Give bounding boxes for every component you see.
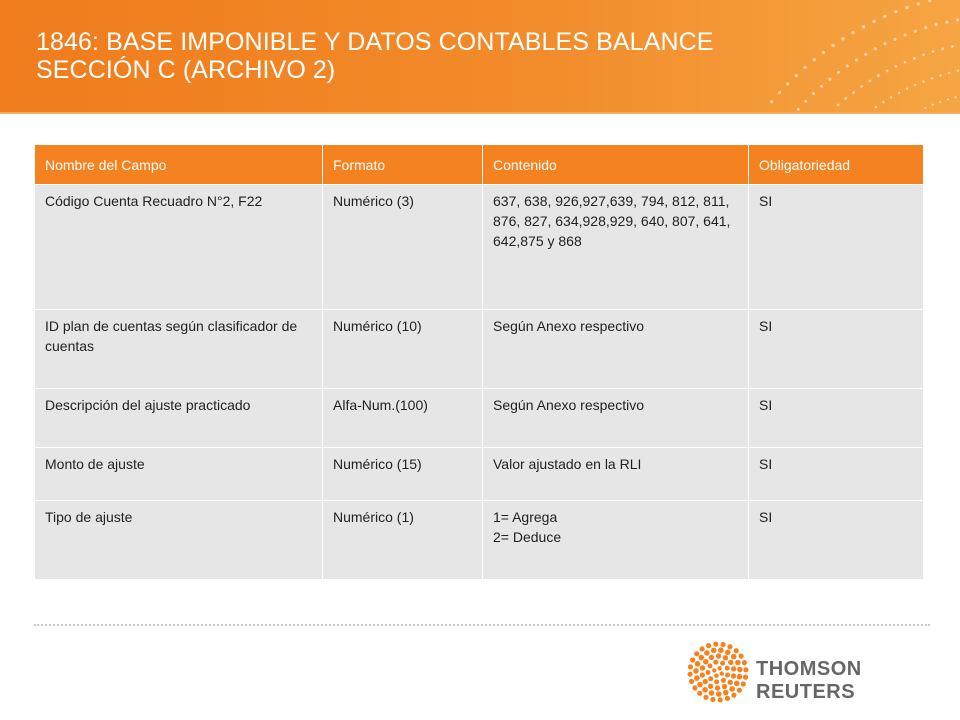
logo-dot — [703, 679, 708, 684]
logo-dot — [697, 691, 702, 696]
logo-dot — [697, 682, 703, 688]
decorative-dot — [917, 2, 920, 5]
logo-dot — [721, 642, 726, 647]
slide-title-line-2: SECCIÓN C (ARCHIVO 2) — [36, 56, 336, 84]
thomson-reuters-logo — [686, 640, 946, 704]
logo-dot — [693, 668, 699, 674]
logo-dot — [731, 654, 737, 660]
logo-dot — [706, 670, 711, 675]
table-row — [35, 448, 924, 501]
cell-field-name: Descripción del ajuste practicado — [35, 389, 323, 448]
column-header-required: Obligatoriedad — [749, 145, 924, 185]
logo-dot — [723, 690, 729, 696]
decorative-dot — [935, 23, 938, 26]
logo-dot — [695, 661, 701, 667]
logo-dot — [716, 691, 722, 697]
decorative-dot — [860, 85, 863, 88]
cell-content-line: 637, 638, 926,927,639, 794, 812, 811, 876, 827, 634,928,929, 640, 807, 641, 642,875 y 868 — [493, 193, 731, 249]
decorative-dot — [852, 91, 855, 94]
cell-format: Alfa-Num.(100) — [323, 389, 483, 448]
decorative-dot — [797, 108, 800, 111]
decorative-dot — [886, 70, 889, 73]
cell-content — [483, 448, 749, 501]
logo-dot — [723, 655, 728, 660]
decorative-dot — [828, 78, 831, 81]
logo-dot — [737, 688, 742, 693]
logo-dot — [729, 686, 735, 692]
decorative-dot — [864, 53, 867, 56]
logo-dot — [728, 680, 733, 685]
decorative-dot — [913, 57, 916, 60]
title-banner — [0, 0, 960, 112]
decorative-dot — [874, 47, 877, 50]
cell-required: SI — [749, 448, 924, 501]
logo-dot — [708, 684, 713, 689]
field-spec-table — [34, 144, 924, 580]
decorative-dot — [820, 85, 823, 88]
decorative-dot — [893, 38, 896, 41]
logo-dot — [718, 647, 724, 653]
cell-content-line: Valor ajustado en la RLI — [493, 456, 642, 472]
decorative-dot — [941, 48, 944, 51]
cell-format: Numérico (1) — [323, 501, 483, 580]
table-row — [35, 389, 924, 448]
logo-dot — [692, 685, 697, 690]
logo-dot — [694, 651, 699, 656]
decorative-dot — [939, 101, 941, 103]
footer-dotted-divider — [34, 624, 930, 626]
decorative-dot — [945, 21, 948, 24]
decorative-dot — [837, 71, 840, 74]
decorative-dot — [898, 92, 901, 95]
decorative-dot — [804, 100, 807, 103]
cell-format: Numérico (15) — [323, 448, 483, 501]
decorative-dot — [877, 74, 880, 77]
decorative-dot — [778, 91, 781, 94]
logo-dot — [727, 644, 732, 649]
decorative-dot — [875, 106, 878, 109]
decorative-dot — [844, 97, 847, 100]
decorative-dot — [883, 15, 886, 18]
logo-dot — [716, 653, 721, 658]
logo-dot — [704, 650, 710, 656]
logo-dot — [706, 643, 711, 648]
logo-dot — [702, 687, 708, 693]
decorative-dot — [822, 51, 825, 54]
cell-field-name: ID plan de cuentas según clasificador de cuentas — [35, 310, 323, 389]
logo-dot — [714, 679, 719, 684]
cell-content-line: 1= Agrega — [493, 509, 558, 525]
logo-dot — [710, 697, 715, 702]
cell-content — [483, 310, 749, 389]
cell-required: SI — [749, 310, 924, 389]
cell-field-name: Código Cuenta Recuadro N°2, F22 — [35, 185, 323, 310]
cell-required: SI — [749, 389, 924, 448]
decorative-dot — [906, 88, 909, 91]
logo-dot — [743, 675, 748, 680]
decorative-dot — [831, 44, 834, 47]
decorative-dot — [922, 80, 925, 83]
logo-dot — [721, 678, 726, 683]
logo-dot — [717, 666, 721, 670]
logo-dot — [725, 650, 731, 656]
logo-dot — [715, 685, 720, 690]
cell-format: Numérico (10) — [323, 310, 483, 389]
decorative-dot — [928, 0, 931, 2]
logo-dot — [739, 654, 744, 659]
logo-dot — [713, 642, 718, 647]
logo-dot — [700, 665, 705, 670]
logo-dot — [735, 660, 741, 666]
decorative-dot — [939, 74, 942, 77]
logo-dot — [703, 659, 708, 664]
decorative-dot — [904, 33, 907, 36]
logo-dot — [713, 660, 718, 665]
decorative-dot — [895, 65, 898, 68]
logo-dot — [700, 646, 705, 651]
logo-wordmark: THOMSON REUTERS — [756, 658, 862, 703]
decorative-dot — [914, 84, 917, 87]
logo-dot — [737, 674, 743, 680]
cell-required: SI — [749, 185, 924, 310]
decorative-dot — [922, 53, 925, 56]
cell-field-name: Tipo de ajuste — [35, 501, 323, 580]
logo-dot — [734, 648, 739, 653]
cell-content-line: Según Anexo respectivo — [493, 397, 644, 413]
logo-dot — [725, 666, 730, 671]
logo-dot — [690, 657, 695, 662]
decorative-dot — [956, 18, 959, 21]
table-header-row — [35, 145, 924, 185]
logo-dot — [734, 681, 740, 687]
cell-content — [483, 389, 749, 448]
cell-field-name: Monto de ajuste — [35, 448, 323, 501]
logo-dot — [728, 660, 733, 665]
logo-dot — [711, 648, 717, 654]
logo-dot — [731, 673, 736, 678]
decorative-dot — [812, 92, 815, 95]
logo-dot — [708, 676, 713, 681]
decorative-dot — [846, 64, 849, 67]
logo-dot — [720, 661, 725, 666]
logo-dot — [709, 690, 715, 696]
logo-dot — [725, 673, 730, 678]
logo-dot — [743, 667, 748, 672]
decorative-dot — [955, 96, 957, 98]
logo-dot — [731, 666, 736, 671]
decorative-dot — [851, 31, 854, 34]
decorative-dot — [932, 104, 934, 106]
column-header-field-name: Nombre del Campo — [35, 145, 323, 185]
cell-content-line: Según Anexo respectivo — [493, 318, 644, 334]
cell-content — [483, 185, 749, 310]
decorative-dot — [882, 101, 885, 104]
logo-dot — [689, 679, 694, 684]
decorative-dot — [869, 80, 872, 83]
decorative-dot — [924, 107, 926, 109]
decorative-dot — [837, 104, 840, 107]
slide-title-line-1: 1846: BASE IMPONIBLE Y DATOS CONTABLES BALANCE — [36, 28, 714, 56]
logo-dot — [725, 696, 730, 701]
column-header-format: Formato — [323, 145, 483, 185]
decorative-dot — [924, 26, 927, 29]
decorative-dot — [894, 10, 897, 13]
logo-dot — [694, 675, 700, 681]
logo-dot — [700, 672, 705, 677]
decorative-dot — [914, 30, 917, 33]
logo-dot — [699, 655, 705, 661]
decorative-dot — [841, 37, 844, 40]
decorative-dot — [957, 70, 960, 73]
decorative-dot — [862, 25, 865, 28]
decorative-dot — [890, 96, 893, 99]
decorative-dot — [872, 20, 875, 23]
cell-content — [483, 501, 749, 580]
decorative-dot — [947, 98, 949, 100]
logo-dot — [737, 667, 743, 673]
table-row — [35, 310, 924, 389]
logo-dot — [722, 684, 727, 689]
table-row — [35, 501, 924, 580]
logo-dot — [712, 668, 716, 672]
cell-format: Numérico (3) — [323, 185, 483, 310]
decorative-dot — [905, 6, 908, 9]
logo-dot — [688, 664, 693, 669]
thomson-reuters-dot-sphere-icon — [686, 640, 750, 704]
cell-required: SI — [749, 501, 924, 580]
decorative-dot — [770, 100, 773, 103]
decorative-dot — [884, 42, 887, 45]
logo-dot — [703, 695, 708, 700]
decorative-dot — [931, 77, 934, 80]
table-row — [35, 185, 924, 310]
logo-dot — [714, 674, 718, 678]
slide-title — [36, 28, 816, 84]
decorative-dot — [951, 45, 954, 48]
decorative-dot — [855, 58, 858, 61]
logo-dot — [720, 671, 724, 675]
logo-dot — [709, 655, 714, 660]
logo-dot — [708, 663, 713, 668]
logo-dot — [742, 660, 747, 665]
banner-divider — [0, 112, 960, 114]
decorative-dot — [932, 50, 935, 53]
logo-dot — [731, 693, 736, 698]
logo-dot — [688, 672, 693, 677]
logo-dot — [718, 697, 723, 702]
cell-content-line: 2= Deduce — [493, 529, 562, 545]
decorative-dot — [948, 72, 951, 75]
column-header-content: Contenido — [483, 145, 749, 185]
logo-dot — [741, 681, 746, 686]
decorative-dot — [904, 61, 907, 64]
